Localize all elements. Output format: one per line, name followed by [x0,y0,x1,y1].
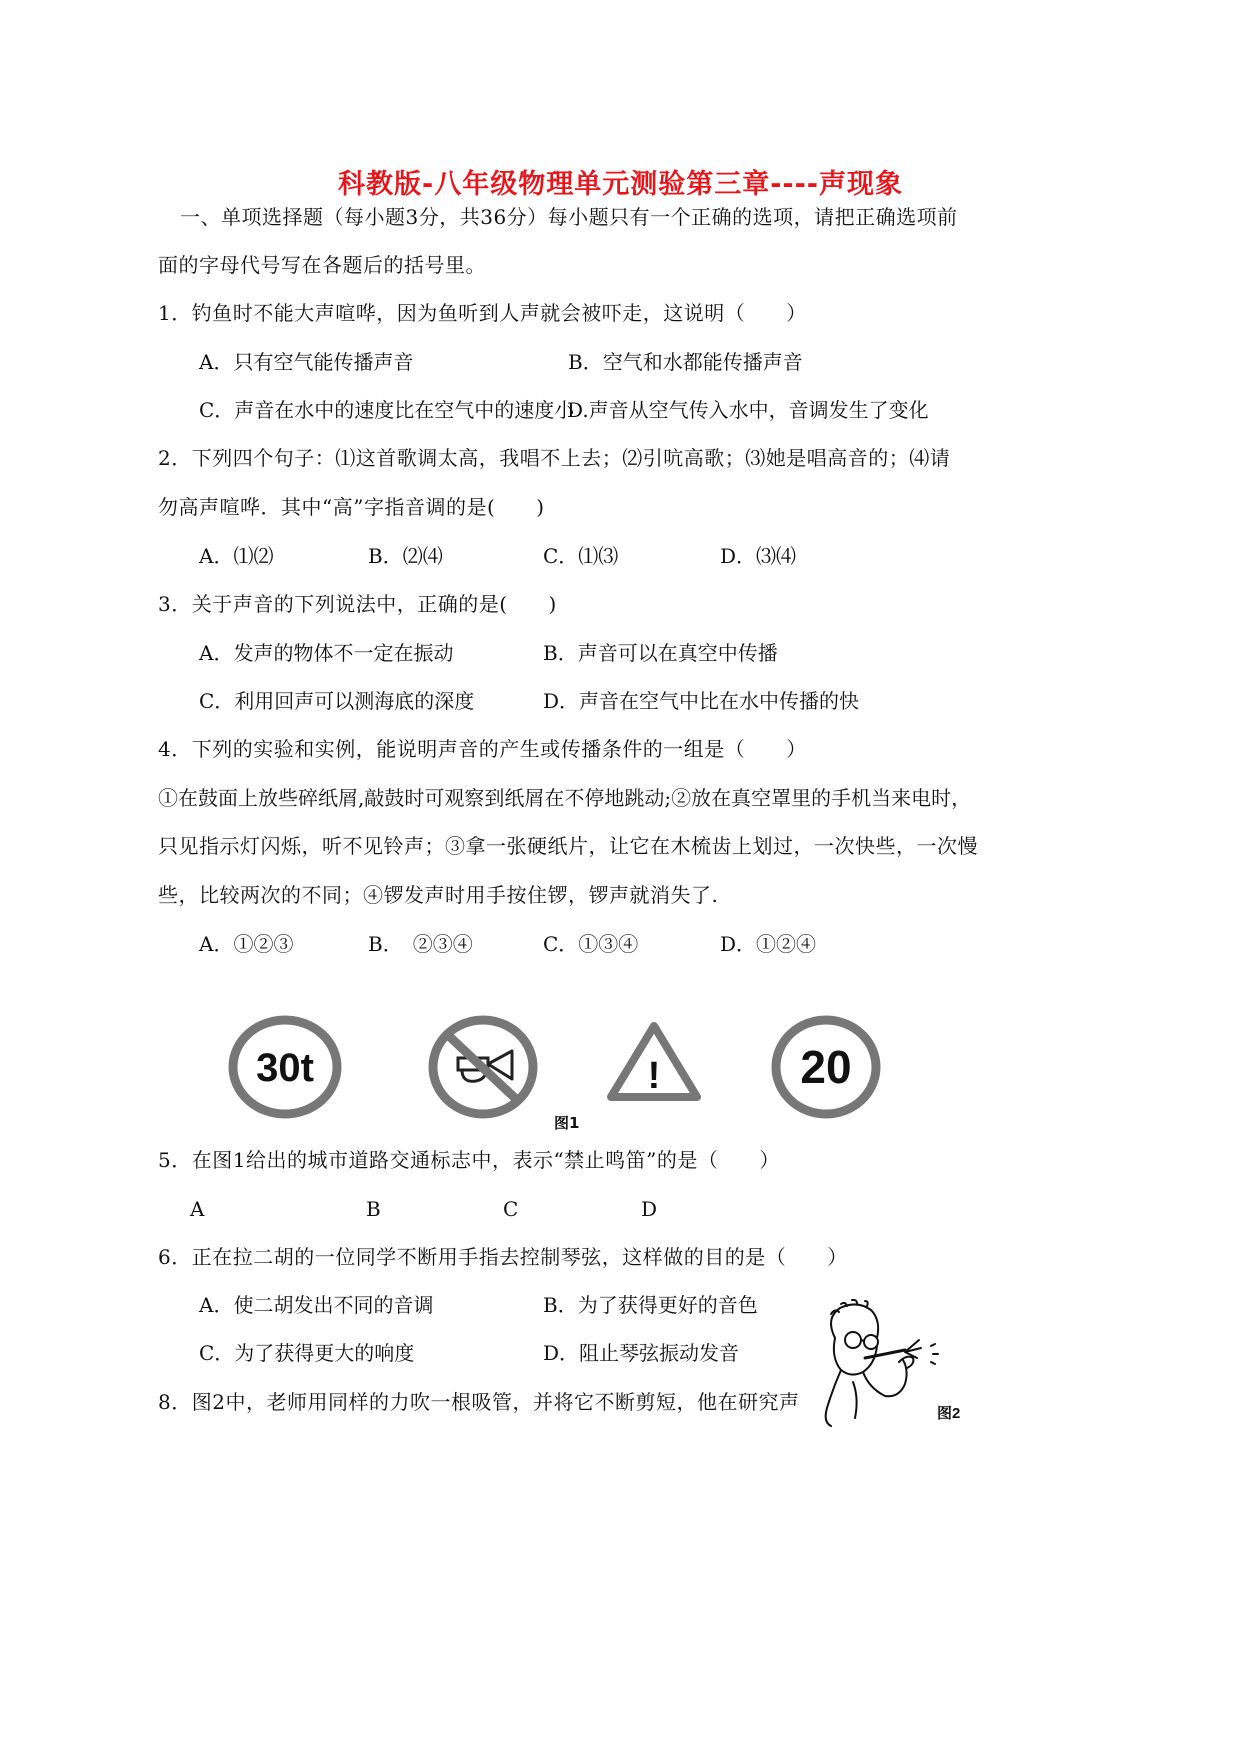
question-4-option-a: A．①②③ [199,932,294,956]
question-6-option-d: D．阻止琴弦振动发音 [543,1341,740,1365]
teacher-blowing-straw-illustration [795,1298,975,1428]
question-3-option-c: C．利用回声可以测海底的深度 [199,689,475,713]
question-1-option-a: A．只有空气能传播声音 [199,350,414,374]
question-5-option-b: B [366,1197,381,1221]
question-5-option-a: A [190,1197,205,1221]
sign-a-text: 30t [256,1046,314,1090]
sign-c-exclamation: ! [647,1055,661,1097]
question-4-para-line3: 些，比较两次的不同；④锣发声时用手按住锣，锣声就消失了. [158,883,719,907]
question-3-option-d: D．声音在空气中比在水中传播的快 [543,689,860,713]
question-4-para-line1: ①在鼓面上放些碎纸屑,敲鼓时可观察到纸屑在不停地跳动;②放在真空罩里的手机当来电时， [158,786,972,810]
page-title: 科教版-八年级物理单元测验第三章----声现象 [337,169,904,200]
question-3-option-b: B．声音可以在真空中传播 [543,641,778,665]
question-2-option-c: C．⑴⑶ [543,544,619,568]
question-4-option-b: B． ②③④ [368,932,473,956]
question-2-stem-line2: 勿高声喧哗．其中“高”字指音调的是( ) [158,495,545,519]
question-5-stem: 5．在图1给出的城市道路交通标志中，表示“禁止鸣笛”的是（ ） [158,1148,780,1172]
question-2-stem-line1: 2．下列四个句子：⑴这首歌调太高，我唱不上去；⑵引吭高歌；⑶她是唱高音的；⑷请 [158,446,951,470]
question-5-option-c: C [503,1197,519,1221]
question-1-stem: 1．钓鱼时不能大声喧哗，因为鱼听到人声就会被吓走，这说明（ ） [158,301,807,325]
question-6-option-b: B．为了获得更好的音色 [543,1293,758,1317]
sign-d-text: 20 [800,1041,852,1093]
question-1-option-c: C．声音在水中的速度比在空气中的速度小 [199,398,575,422]
question-3-stem: 3．关于声音的下列说法中，正确的是( ) [158,592,557,616]
figure-1-caption: 图1 [554,1114,580,1132]
question-1-option-d: D.声音从空气传入水中，音调发生了变化 [567,398,929,422]
question-3-option-a: A．发声的物体不一定在振动 [199,641,454,665]
question-6-stem: 6．正在拉二胡的一位同学不断用手指去控制琴弦，这样做的目的是（ ） [158,1245,848,1269]
question-4-para-line2: 只见指示灯闪烁，听不见铃声；③拿一张硬纸片，让它在木梳齿上划过，一次快些，一次慢 [158,834,978,858]
question-6-option-c: C．为了获得更大的响度 [199,1341,415,1365]
question-2-option-d: D．⑶⑷ [720,544,797,568]
question-1-option-b: B．空气和水都能传播声音 [568,350,803,374]
sign-a-weight-limit [228,1015,342,1119]
question-2-option-a: A．⑴⑵ [199,544,274,568]
sign-d-speed-limit [771,1015,881,1119]
section-instructions-line1: 一、单项选择题（每小题3分，共36分）每小题只有一个正确的选项，请把正确选项前 [180,205,958,229]
section-instructions-line2: 面的字母代号写在各题后的括号里。 [158,253,486,277]
question-6-option-a: A．使二胡发出不同的音调 [199,1293,434,1317]
question-4-option-c: C．①③④ [543,932,639,956]
sign-c-warning [606,1020,702,1102]
question-8-stem: 8．图2中，老师用同样的力吹一根吸管，并将它不断剪短，他在研究声 [158,1390,800,1414]
question-2-option-b: B．⑵⑷ [368,544,443,568]
sign-b-no-horn [428,1015,538,1119]
question-4-option-d: D．①②④ [720,932,817,956]
figure-2-caption: 图2 [937,1405,961,1422]
question-5-option-d: D [641,1197,658,1221]
question-4-stem: 4．下列的实验和实例，能说明声音的产生或传播条件的一组是（ ） [158,737,807,761]
